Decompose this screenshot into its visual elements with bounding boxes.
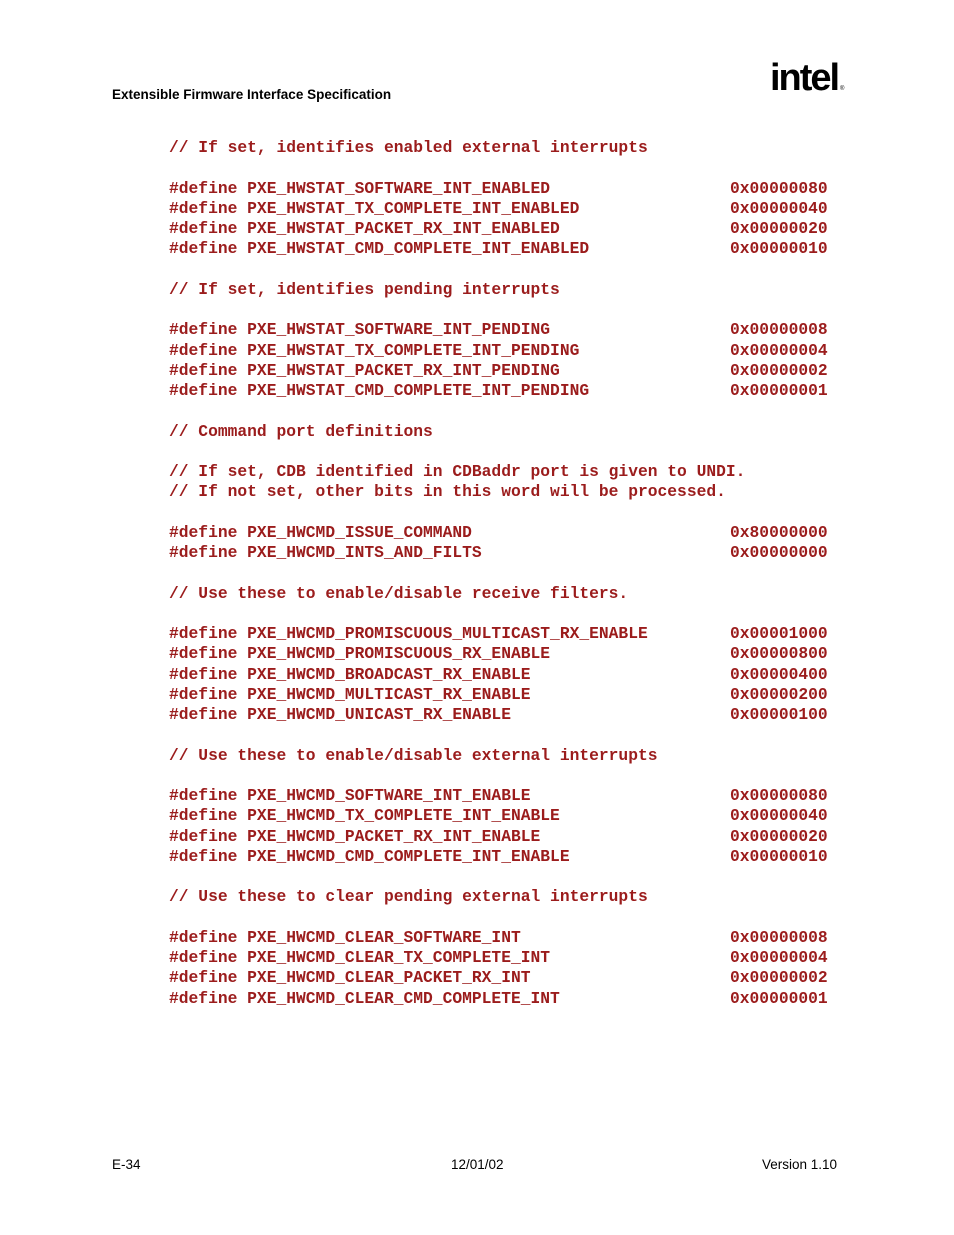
define-name: #define PXE_HWSTAT_SOFTWARE_INT_ENABLED [169, 178, 551, 198]
comment-text: // If set, identifies pending interrupts [169, 279, 560, 299]
blank-line [169, 725, 849, 745]
define-value: 0x00000080 [730, 178, 828, 198]
define-name: #define PXE_HWCMD_CLEAR_CMD_COMPLETE_INT [169, 988, 560, 1008]
define-value: 0x00000800 [730, 644, 828, 664]
define-line [169, 948, 849, 968]
define-value: 0x00000020 [730, 826, 828, 846]
define-line [169, 644, 849, 664]
code-comment [169, 462, 849, 482]
blank-line [169, 158, 849, 178]
define-name: #define PXE_HWCMD_BROADCAST_RX_ENABLE [169, 664, 531, 684]
define-name: #define PXE_HWCMD_MULTICAST_RX_ENABLE [169, 684, 531, 704]
blank-line [169, 503, 849, 523]
define-name: #define PXE_HWSTAT_SOFTWARE_INT_PENDING [169, 320, 551, 340]
define-line [169, 705, 849, 725]
define-line [169, 320, 849, 340]
blank-line [169, 908, 849, 928]
comment-text: // If set, identifies enabled external interrupts [169, 138, 648, 157]
define-line [169, 827, 849, 847]
define-value: 0x00000020 [730, 219, 828, 238]
define-value: 0x00000002 [730, 968, 828, 988]
define-line [169, 928, 849, 948]
comment-text: // Use these to enable/disable receive filters. [169, 583, 629, 603]
define-value: 0x00000100 [730, 705, 828, 724]
define-line [169, 179, 849, 199]
define-line [169, 239, 849, 259]
define-name: #define PXE_HWSTAT_CMD_COMPLETE_INT_ENABLED [169, 239, 590, 259]
code-comment [169, 746, 849, 766]
code-comment [169, 482, 849, 502]
define-value: 0x00000200 [730, 684, 828, 704]
intel-logo [770, 56, 846, 106]
define-value: 0x00000001 [730, 381, 828, 400]
define-line [169, 847, 849, 867]
blank-line [169, 401, 849, 421]
define-value: 0x00001000 [730, 624, 828, 643]
page-header-title: Extensible Firmware Interface Specification [112, 87, 392, 102]
define-line [169, 523, 849, 543]
define-value: 0x00000010 [730, 239, 828, 259]
define-value: 0x00000001 [730, 988, 828, 1008]
define-name: #define PXE_HWSTAT_CMD_COMPLETE_INT_PENDING [169, 381, 590, 400]
define-name: #define PXE_HWCMD_CLEAR_PACKET_RX_INT [169, 968, 531, 988]
define-value: 0x00000010 [730, 846, 828, 866]
define-name: #define PXE_HWCMD_CLEAR_TX_COMPLETE_INT [169, 948, 551, 967]
define-name: #define PXE_HWCMD_PROMISCUOUS_RX_ENABLE [169, 644, 551, 664]
footer-page-number: E-34 [112, 1157, 141, 1172]
define-line [169, 381, 849, 401]
define-line [169, 219, 849, 239]
define-name: #define PXE_HWCMD_TX_COMPLETE_INT_ENABLE [169, 806, 560, 826]
define-name: #define PXE_HWSTAT_TX_COMPLETE_INT_PENDING [169, 340, 580, 360]
define-line [169, 361, 849, 381]
define-line [169, 624, 849, 644]
define-value: 0x80000000 [730, 522, 828, 542]
define-value: 0x00000004 [730, 340, 828, 360]
define-value: 0x00000002 [730, 360, 828, 380]
define-value: 0x00000008 [730, 320, 828, 340]
define-value: 0x00000004 [730, 948, 828, 967]
comment-text: // Command port definitions [169, 421, 433, 441]
define-line [169, 685, 849, 705]
define-value: 0x00000000 [730, 543, 828, 562]
code-comment [169, 422, 849, 442]
define-value: 0x00000400 [730, 664, 828, 684]
define-name: #define PXE_HWCMD_ISSUE_COMMAND [169, 522, 472, 542]
blank-line [169, 604, 849, 624]
define-name: #define PXE_HWCMD_CLEAR_SOFTWARE_INT [169, 927, 521, 947]
code-listing [169, 138, 849, 1009]
code-comment [169, 887, 849, 907]
define-name: #define PXE_HWSTAT_PACKET_RX_INT_PENDING [169, 360, 560, 380]
define-name: #define PXE_HWCMD_CMD_COMPLETE_INT_ENABLE [169, 846, 570, 866]
define-value: 0x00000080 [730, 786, 828, 805]
define-line [169, 968, 849, 988]
blank-line [169, 260, 849, 280]
define-name: #define PXE_HWCMD_UNICAST_RX_ENABLE [169, 705, 511, 724]
blank-line [169, 867, 849, 887]
define-name: #define PXE_HWCMD_INTS_AND_FILTS [169, 543, 482, 562]
define-name: #define PXE_HWCMD_PROMISCUOUS_MULTICAST_RX_ENABLE [169, 624, 648, 643]
define-name: #define PXE_HWCMD_SOFTWARE_INT_ENABLE [169, 786, 531, 805]
blank-line [169, 300, 849, 320]
blank-line [169, 766, 849, 786]
define-line [169, 543, 849, 563]
comment-text: // Use these to enable/disable external interrupts [169, 745, 658, 765]
define-line [169, 989, 849, 1009]
intel-logo-text: intel [770, 57, 839, 99]
svg-text:®: ® [840, 86, 845, 92]
define-value: 0x00000008 [730, 927, 828, 947]
define-value: 0x00000040 [730, 198, 828, 218]
footer-date: 12/01/02 [451, 1157, 504, 1172]
define-name: #define PXE_HWSTAT_TX_COMPLETE_INT_ENABLED [169, 198, 580, 218]
define-line [169, 806, 849, 826]
define-value: 0x00000040 [730, 806, 828, 826]
comment-text: // Use these to clear pending external interrupts [169, 887, 648, 907]
code-comment [169, 138, 849, 158]
code-comment [169, 584, 849, 604]
define-line [169, 786, 849, 806]
blank-line [169, 442, 849, 462]
define-name: #define PXE_HWCMD_PACKET_RX_INT_ENABLE [169, 826, 541, 846]
code-comment [169, 280, 849, 300]
define-line [169, 199, 849, 219]
blank-line [169, 563, 849, 583]
comment-text: // If set, CDB identified in CDBaddr port is given to UNDI. [169, 462, 746, 481]
footer-version: Version 1.10 [762, 1157, 838, 1172]
comment-text: // If not set, other bits in this word will be processed. [169, 482, 726, 502]
define-line [169, 665, 849, 685]
define-name: #define PXE_HWSTAT_PACKET_RX_INT_ENABLED [169, 219, 560, 238]
define-line [169, 341, 849, 361]
